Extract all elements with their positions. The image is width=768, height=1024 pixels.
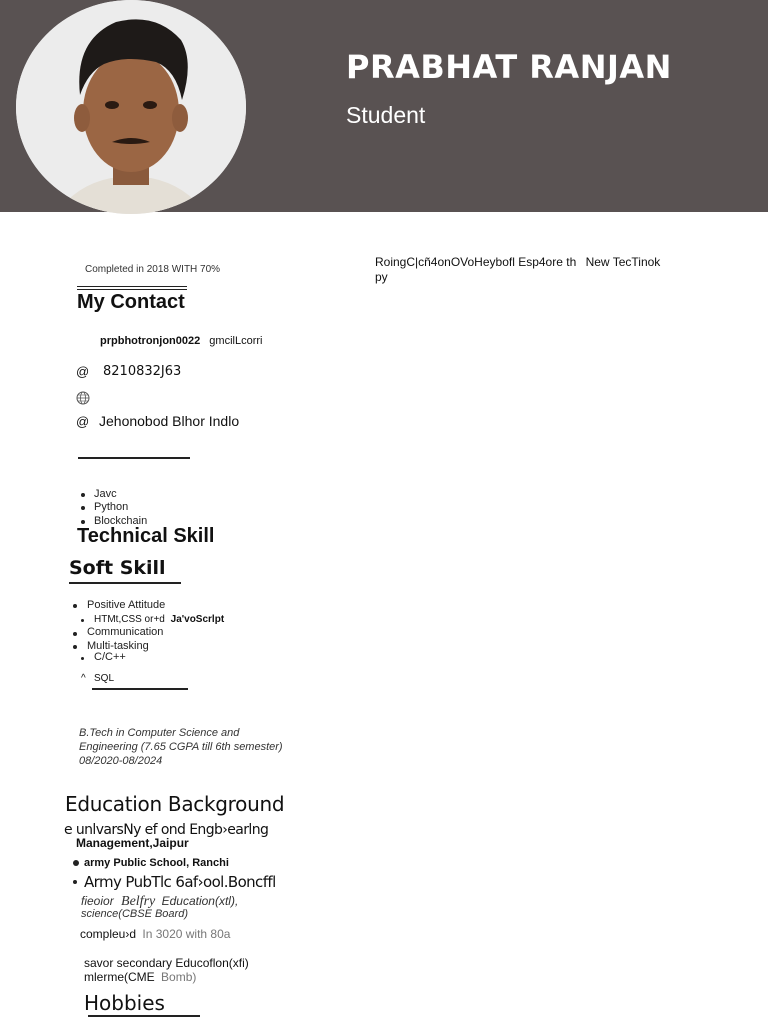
edu-management: Management,Jaipur — [76, 836, 189, 850]
email-row[interactable] — [100, 335, 262, 347]
education-heading: Education Background — [65, 792, 285, 816]
edu-hs-c: Education(xtl), — [161, 894, 239, 908]
email-domain: gmcilLcorri — [209, 335, 263, 347]
divider — [88, 1015, 200, 1017]
divider — [92, 688, 188, 690]
edu-comp-b: In 3020 with 80a — [142, 927, 231, 941]
edu-sec-a: mlerme(CME — [84, 970, 155, 984]
tech-item-blockchain: Blockchain — [94, 515, 148, 527]
edu-school-2: Army PubTlc 6af›ool.Boncffl — [84, 873, 276, 891]
edu-secondary-line-1: savor secondary Educoflon(xfi) — [84, 956, 249, 970]
btech-line-3: 08/2020-08/2024 — [79, 755, 163, 767]
hobbies-heading: Hobbies — [84, 991, 165, 1015]
edu-sec-b: Bomb) — [161, 970, 197, 984]
summary-text-a: RoingC|cñ4onOVoHeybofl Esp4ore th — [375, 255, 577, 269]
bullet — [73, 880, 77, 884]
summary-line-1 — [375, 255, 660, 269]
bullet — [73, 632, 77, 636]
phone-number: 8210832J63 — [103, 364, 182, 379]
profile-photo — [16, 0, 246, 214]
bullet — [81, 619, 84, 622]
person-role: Student — [346, 102, 426, 128]
btech-line-2: Engineering (7.65 CGPA till 6th semester) — [79, 741, 283, 753]
bullet — [73, 645, 77, 649]
bullet — [81, 493, 85, 497]
edu-school-bold: army Public School, Ranchi — [84, 857, 229, 869]
edu-hs-line-2: science(CBSE Board) — [81, 908, 188, 920]
soft-extra-b: Ja'voScrlpt — [170, 614, 225, 625]
soft-item-multitasking: Multi-tasking — [87, 640, 149, 652]
phone-icon: @ — [76, 364, 90, 379]
bullet — [81, 520, 85, 524]
edu-university: e unlvarsNy ef ond Engb›earlng — [64, 822, 269, 838]
completed-note: Completed in 2018 WITH 70% — [85, 264, 221, 275]
bullet — [81, 657, 84, 660]
bullet — [73, 860, 79, 866]
divider — [77, 286, 187, 287]
soft-skill-heading: Soft Skill — [69, 557, 166, 579]
btech-line-1: B.Tech in Computer Science and — [79, 727, 240, 739]
bullet — [73, 604, 77, 608]
soft-item-communication: Communication — [87, 626, 164, 638]
technical-skill-heading: Technical Skill — [77, 525, 215, 547]
edu-secondary-line-2 — [84, 970, 196, 984]
divider — [69, 582, 181, 584]
email-user: prpbhotronjon0022 — [100, 335, 201, 347]
edu-hs-b: Belfry — [121, 894, 156, 909]
tech-item-python: Python — [94, 501, 129, 513]
divider — [77, 289, 187, 290]
bullet — [81, 506, 85, 510]
tech-item-java: Javc — [94, 488, 117, 500]
summary-line-2: py — [375, 270, 388, 284]
soft-item-cpp: C/C++ — [94, 651, 126, 663]
edu-hs-a: fieoior — [81, 894, 114, 908]
edu-comp-a: compleu›d — [80, 927, 137, 941]
edu-completed-line — [80, 927, 230, 941]
divider — [78, 457, 190, 459]
person-name: PRABHAT RANJAN — [346, 48, 672, 86]
globe-icon — [76, 391, 90, 410]
caret-marker: ^ — [81, 673, 86, 684]
soft-item-positive-attitude: Positive Attitude — [87, 599, 166, 611]
summary-text-b: New TecTinok — [585, 255, 661, 269]
contact-heading: My Contact — [77, 291, 185, 313]
soft-extra-line — [94, 614, 224, 625]
soft-item-sql: SQL — [94, 673, 115, 684]
soft-extra-a: HTMt,CSS or+d — [94, 614, 165, 625]
location-icon: @ — [76, 414, 90, 429]
location-text: Jehonobod Blhor Indlo — [99, 413, 240, 429]
